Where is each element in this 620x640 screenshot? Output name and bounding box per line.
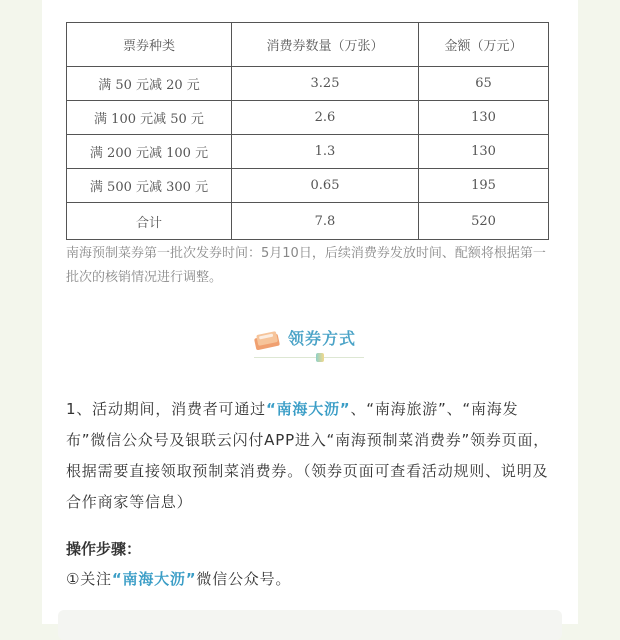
table-row (67, 135, 549, 169)
cell-total-quantity: 7.8 (232, 203, 419, 240)
cell-coupon-type: 满 50 元减 20 元 (67, 67, 232, 101)
para-text-2: 、“南海旅游”、“南海发布”微信公众号及银联云闪付APP进入“南海预制菜消费券”领券页面，根据需要直接领取预制菜消费券。（领券页面可查看活动规则、说明及合作商家等信息） (66, 400, 550, 511)
table-row (67, 169, 549, 203)
header-coupon-type: 票券种类 (67, 23, 232, 67)
next-content-box (58, 610, 562, 640)
header-quantity: 消费券数量（万张） (232, 23, 419, 67)
title-ornament (316, 353, 324, 362)
cell-amount: 130 (419, 101, 549, 135)
cell-quantity: 3.25 (232, 67, 419, 101)
cell-total-label: 合计 (67, 203, 232, 240)
table-total-row (67, 203, 549, 240)
book-icon (252, 328, 282, 352)
title-divider (254, 357, 364, 358)
table-row (67, 101, 549, 135)
cell-amount: 195 (419, 169, 549, 203)
cell-quantity: 1.3 (232, 135, 419, 169)
section-heading (42, 322, 578, 372)
table-header-row (67, 23, 549, 67)
table-row (67, 67, 549, 101)
cell-quantity: 2.6 (232, 101, 419, 135)
steps-heading: 操作步骤： (66, 540, 142, 558)
cell-amount: 65 (419, 67, 549, 101)
cell-total-amount: 520 (419, 203, 549, 240)
table-note: 南海预制菜券第一批次发券时间：5月10日，后续消费券发放时间、配额将根据第一批次的核销情况进行调整。 (66, 246, 546, 285)
nanhai-dali-highlight: “南海大沥” (265, 400, 351, 418)
coupon-table-container (66, 22, 548, 240)
coupon-table (66, 22, 549, 240)
cell-coupon-type: 满 500 元减 300 元 (67, 169, 232, 203)
para-text-1: 1、活动期间，消费者可通过 (66, 400, 266, 418)
step1-prefix: ①关注 (66, 570, 112, 588)
step1-highlight: “南海大沥” (111, 570, 197, 588)
instruction-paragraph (66, 394, 556, 518)
header-amount: 金额（万元） (419, 23, 549, 67)
step1-suffix: 微信公众号。 (196, 570, 292, 588)
article-card (42, 0, 578, 624)
cell-quantity: 0.65 (232, 169, 419, 203)
cell-amount: 130 (419, 135, 549, 169)
cell-coupon-type: 满 200 元减 100 元 (67, 135, 232, 169)
cell-coupon-type: 满 100 元减 50 元 (67, 101, 232, 135)
step-1 (66, 568, 291, 589)
section-title: 领券方式 (288, 329, 357, 348)
